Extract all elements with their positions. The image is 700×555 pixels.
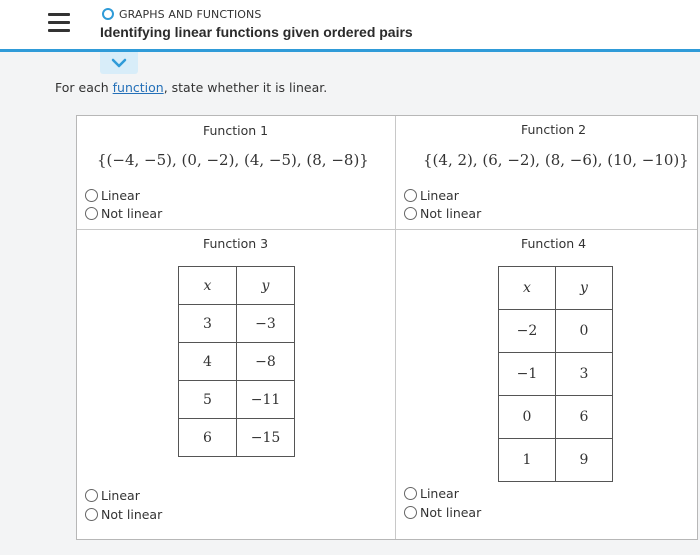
topic-label bbox=[102, 8, 261, 21]
function-4-label: Function 4 bbox=[521, 236, 587, 251]
option-label: Not linear bbox=[101, 206, 163, 221]
y-cell: −15 bbox=[237, 419, 295, 457]
table-row bbox=[179, 343, 295, 381]
function-1-not-linear-option[interactable] bbox=[85, 206, 162, 221]
function-4-not-linear-option[interactable] bbox=[404, 505, 481, 520]
function-3-table bbox=[178, 266, 295, 457]
y-cell: 0 bbox=[556, 310, 613, 353]
table-row bbox=[499, 396, 613, 439]
question-prompt bbox=[55, 80, 327, 95]
x-cell: 1 bbox=[499, 439, 556, 482]
table-row bbox=[179, 305, 295, 343]
y-header: y bbox=[556, 267, 613, 310]
table-row bbox=[179, 419, 295, 457]
radio-button[interactable] bbox=[85, 189, 98, 202]
option-label: Linear bbox=[101, 188, 140, 203]
table-header-row bbox=[179, 267, 295, 305]
function-3-not-linear-option[interactable] bbox=[85, 507, 162, 522]
table-header-row bbox=[499, 267, 613, 310]
radio-button[interactable] bbox=[404, 506, 417, 519]
radio-button[interactable] bbox=[404, 207, 417, 220]
table-row bbox=[499, 353, 613, 396]
x-cell: 5 bbox=[179, 381, 237, 419]
radio-button[interactable] bbox=[85, 207, 98, 220]
x-cell: −1 bbox=[499, 353, 556, 396]
radio-button[interactable] bbox=[404, 189, 417, 202]
chevron-down-icon bbox=[111, 57, 127, 69]
x-cell: 3 bbox=[179, 305, 237, 343]
option-label: Not linear bbox=[101, 507, 163, 522]
y-header: y bbox=[237, 267, 295, 305]
y-cell: 9 bbox=[556, 439, 613, 482]
function-1-set: {(−4, −5), (0, −2), (4, −5), (8, −8)} bbox=[97, 151, 369, 169]
x-header: x bbox=[179, 267, 237, 305]
y-cell: −3 bbox=[237, 305, 295, 343]
topic-status-icon bbox=[102, 8, 114, 20]
radio-button[interactable] bbox=[404, 487, 417, 500]
radio-button[interactable] bbox=[85, 489, 98, 502]
y-cell: 3 bbox=[556, 353, 613, 396]
function-1-label: Function 1 bbox=[203, 123, 269, 138]
y-cell: −8 bbox=[237, 343, 295, 381]
function-3-label: Function 3 bbox=[203, 236, 269, 251]
menu-icon[interactable] bbox=[48, 13, 70, 33]
x-cell: 0 bbox=[499, 396, 556, 439]
page-title: Identifying linear functions given ordered pairs bbox=[100, 24, 413, 40]
option-label: Linear bbox=[101, 488, 140, 503]
radio-button[interactable] bbox=[85, 508, 98, 521]
prompt-prefix: For each bbox=[55, 80, 113, 95]
function-3-linear-option[interactable] bbox=[85, 488, 140, 503]
prompt-suffix: , state whether it is linear. bbox=[163, 80, 328, 95]
option-label: Linear bbox=[420, 188, 459, 203]
collapse-button[interactable] bbox=[100, 52, 138, 74]
option-label: Not linear bbox=[420, 505, 482, 520]
option-label: Not linear bbox=[420, 206, 482, 221]
function-2-label: Function 2 bbox=[521, 122, 587, 137]
function-4-table bbox=[498, 266, 613, 482]
function-link[interactable]: function bbox=[112, 80, 164, 95]
x-cell: 4 bbox=[179, 343, 237, 381]
table-row bbox=[499, 439, 613, 482]
column-divider bbox=[395, 116, 396, 539]
functions-panel bbox=[76, 115, 698, 540]
function-2-set: {(4, 2), (6, −2), (8, −6), (10, −10)} bbox=[423, 151, 689, 169]
x-header: x bbox=[499, 267, 556, 310]
topic-text: GRAPHS AND FUNCTIONS bbox=[119, 8, 262, 21]
function-2-linear-option[interactable] bbox=[404, 188, 459, 203]
table-row bbox=[499, 310, 613, 353]
table-row bbox=[179, 381, 295, 419]
top-bar bbox=[0, 0, 700, 50]
y-cell: −11 bbox=[237, 381, 295, 419]
row-divider bbox=[77, 229, 697, 230]
function-1-linear-option[interactable] bbox=[85, 188, 140, 203]
function-2-not-linear-option[interactable] bbox=[404, 206, 481, 221]
y-cell: 6 bbox=[556, 396, 613, 439]
x-cell: −2 bbox=[499, 310, 556, 353]
x-cell: 6 bbox=[179, 419, 237, 457]
option-label: Linear bbox=[420, 486, 459, 501]
function-4-linear-option[interactable] bbox=[404, 486, 459, 501]
